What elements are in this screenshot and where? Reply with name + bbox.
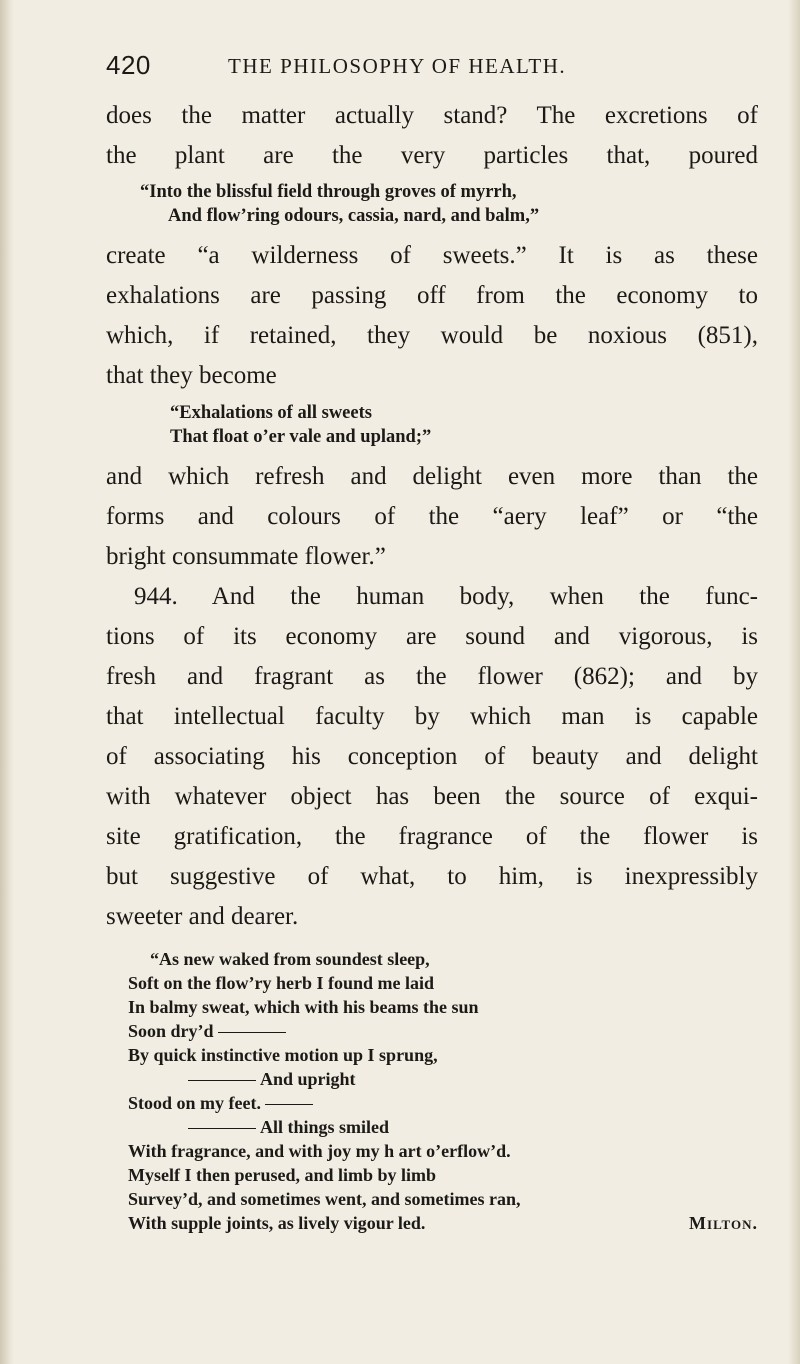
verse-line — [106, 1091, 758, 1115]
verse-text: Stood on my feet. — [128, 1093, 261, 1113]
text-line: site gratification, the fragrance of the flower is — [106, 823, 758, 850]
verse-line: And flow’ring odours, cassia, nard, and balm,” — [168, 206, 540, 226]
text-line: does the matter actually stand? The excretions of — [106, 102, 758, 129]
verse-line: In balmy sweat, which with his beams the sun — [128, 997, 479, 1017]
verse-line: Soft on the flow’ry herb I found me laid — [128, 973, 435, 993]
text-line: with whatever object has been the source of exqui- — [106, 783, 758, 810]
verse-line: With fragrance, and with joy my h art o’erflow’d. — [128, 1141, 511, 1161]
verse-line: “Exhalations of all sweets — [170, 403, 372, 423]
dash-rule — [188, 1128, 256, 1129]
text-line: but suggestive of what, to him, is inexpressibly — [106, 863, 758, 890]
verse-line — [106, 1211, 758, 1235]
verse-line — [106, 1067, 758, 1091]
text-line: forms and colours of the “aery leaf” or “the — [106, 503, 758, 530]
text-line: the plant are the very particles that, poured — [106, 142, 758, 169]
verse-line: Myself I then perused, and limb by limb — [128, 1165, 437, 1185]
verse-text: And upright — [260, 1069, 356, 1089]
paragraph-1 — [106, 96, 758, 176]
verse-line: “As new waked from soundest sleep, — [150, 949, 430, 969]
verse-quote-2 — [106, 401, 758, 449]
text-line: 944. And the human body, when the func- — [134, 583, 758, 610]
text-line: that they become — [106, 362, 277, 389]
verse-line: Survey’d, and sometimes went, and sometimes ran, — [128, 1189, 521, 1209]
verse-line: That float o’er vale and upland;” — [170, 427, 432, 447]
text-line: that intellectual faculty by which man is capable — [106, 703, 758, 730]
page-number: 420 — [106, 50, 151, 80]
text-line: of associating his conception of beauty and delight — [106, 743, 758, 770]
verse-text: With supple joints, as lively vigour led. — [128, 1213, 426, 1233]
running-head: THE PHILOSOPHY OF HEALTH. — [228, 54, 567, 78]
text-line: create “a wilderness of sweets.” It is as these — [106, 242, 758, 269]
quote-attribution: Milton. — [689, 1213, 758, 1233]
verse-line: “Into the blissful field through groves of myrrh, — [140, 182, 517, 202]
dash-rule — [265, 1104, 313, 1105]
text-line: and which refresh and delight even more than the — [106, 463, 758, 490]
text-line: exhalations are passing off from the economy to — [106, 282, 758, 309]
text-line: sweeter and dearer. — [106, 903, 299, 930]
paragraph-944 — [106, 577, 758, 937]
verse-line: By quick instinctive motion up I sprung, — [128, 1045, 438, 1065]
page-gutter-right — [788, 0, 800, 1364]
text-line: which, if retained, they would be noxious (851), — [106, 322, 758, 349]
text-line: tions of its economy are sound and vigorous, is — [106, 623, 758, 650]
verse-text: All things smiled — [260, 1117, 390, 1137]
text-line: bright consummate flower.” — [106, 543, 386, 570]
verse-quote-1 — [106, 180, 758, 228]
paragraph-3 — [106, 457, 758, 577]
text-line: fresh and fragrant as the flower (862); and by — [106, 663, 758, 690]
page-body — [106, 96, 758, 1235]
verse-line — [106, 1115, 758, 1139]
dash-rule — [188, 1080, 256, 1081]
milton-verse-quote — [106, 947, 758, 1235]
page-gutter-left — [0, 0, 14, 1364]
verse-text: Soon dry’d — [128, 1021, 214, 1041]
paragraph-2 — [106, 236, 758, 396]
dash-rule — [218, 1032, 286, 1033]
page-header — [0, 50, 800, 90]
verse-line — [106, 1019, 758, 1043]
